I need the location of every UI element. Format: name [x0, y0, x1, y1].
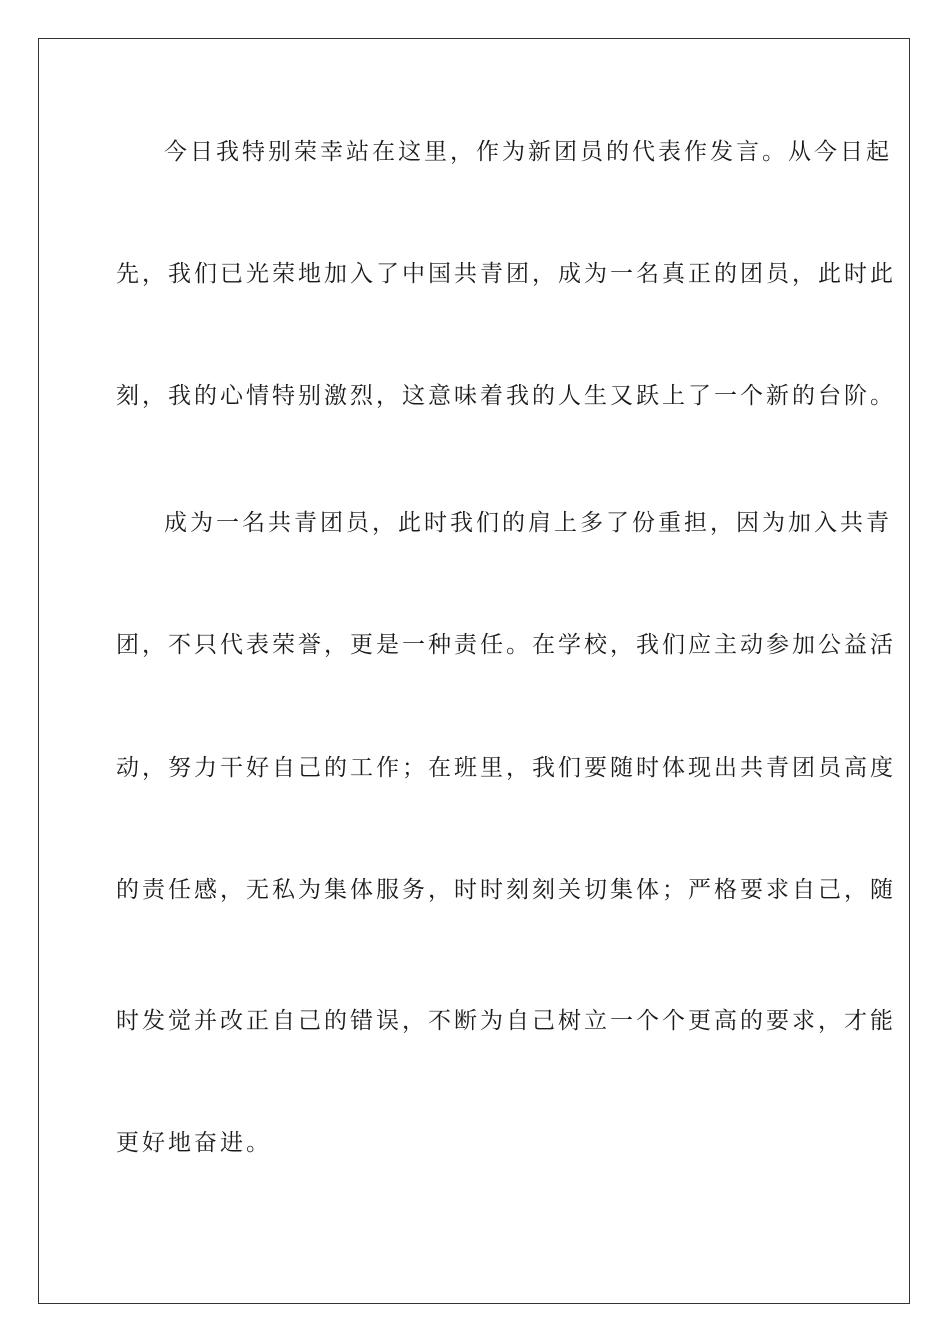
- paragraph-1-line-1: 今日我特别荣幸站在这里，作为新团员的代表作发言。从今日起: [164, 139, 892, 165]
- page-border: [38, 38, 910, 1304]
- paragraph-1-line-2: 先，我们已光荣地加入了中国共青团，成为一名真正的团员，此时此: [116, 261, 896, 287]
- paragraph-2-line-2: 团，不只代表荣誉，更是一种责任。在学校，我们应主动参加公益活: [116, 632, 896, 658]
- paragraph-1-line-3: 刻，我的心情特别激烈，这意味着我的人生又跃上了一个新的台阶。: [116, 383, 896, 409]
- paragraph-2-line-5: 时发觉并改正自己的错误，不断为自己树立一个个更高的要求，才能: [116, 1008, 896, 1034]
- paragraph-2-line-6: 更好地奋进。: [116, 1130, 272, 1156]
- paragraph-2-line-4: 的责任感，无私为集体服务，时时刻刻关切集体；严格要求自己，随: [116, 877, 896, 903]
- paragraph-2-line-3: 动，努力干好自己的工作；在班里，我们要随时体现出共青团员高度: [116, 755, 896, 781]
- paragraph-2-line-1: 成为一名共青团员，此时我们的肩上多了份重担，因为加入共青: [164, 510, 892, 536]
